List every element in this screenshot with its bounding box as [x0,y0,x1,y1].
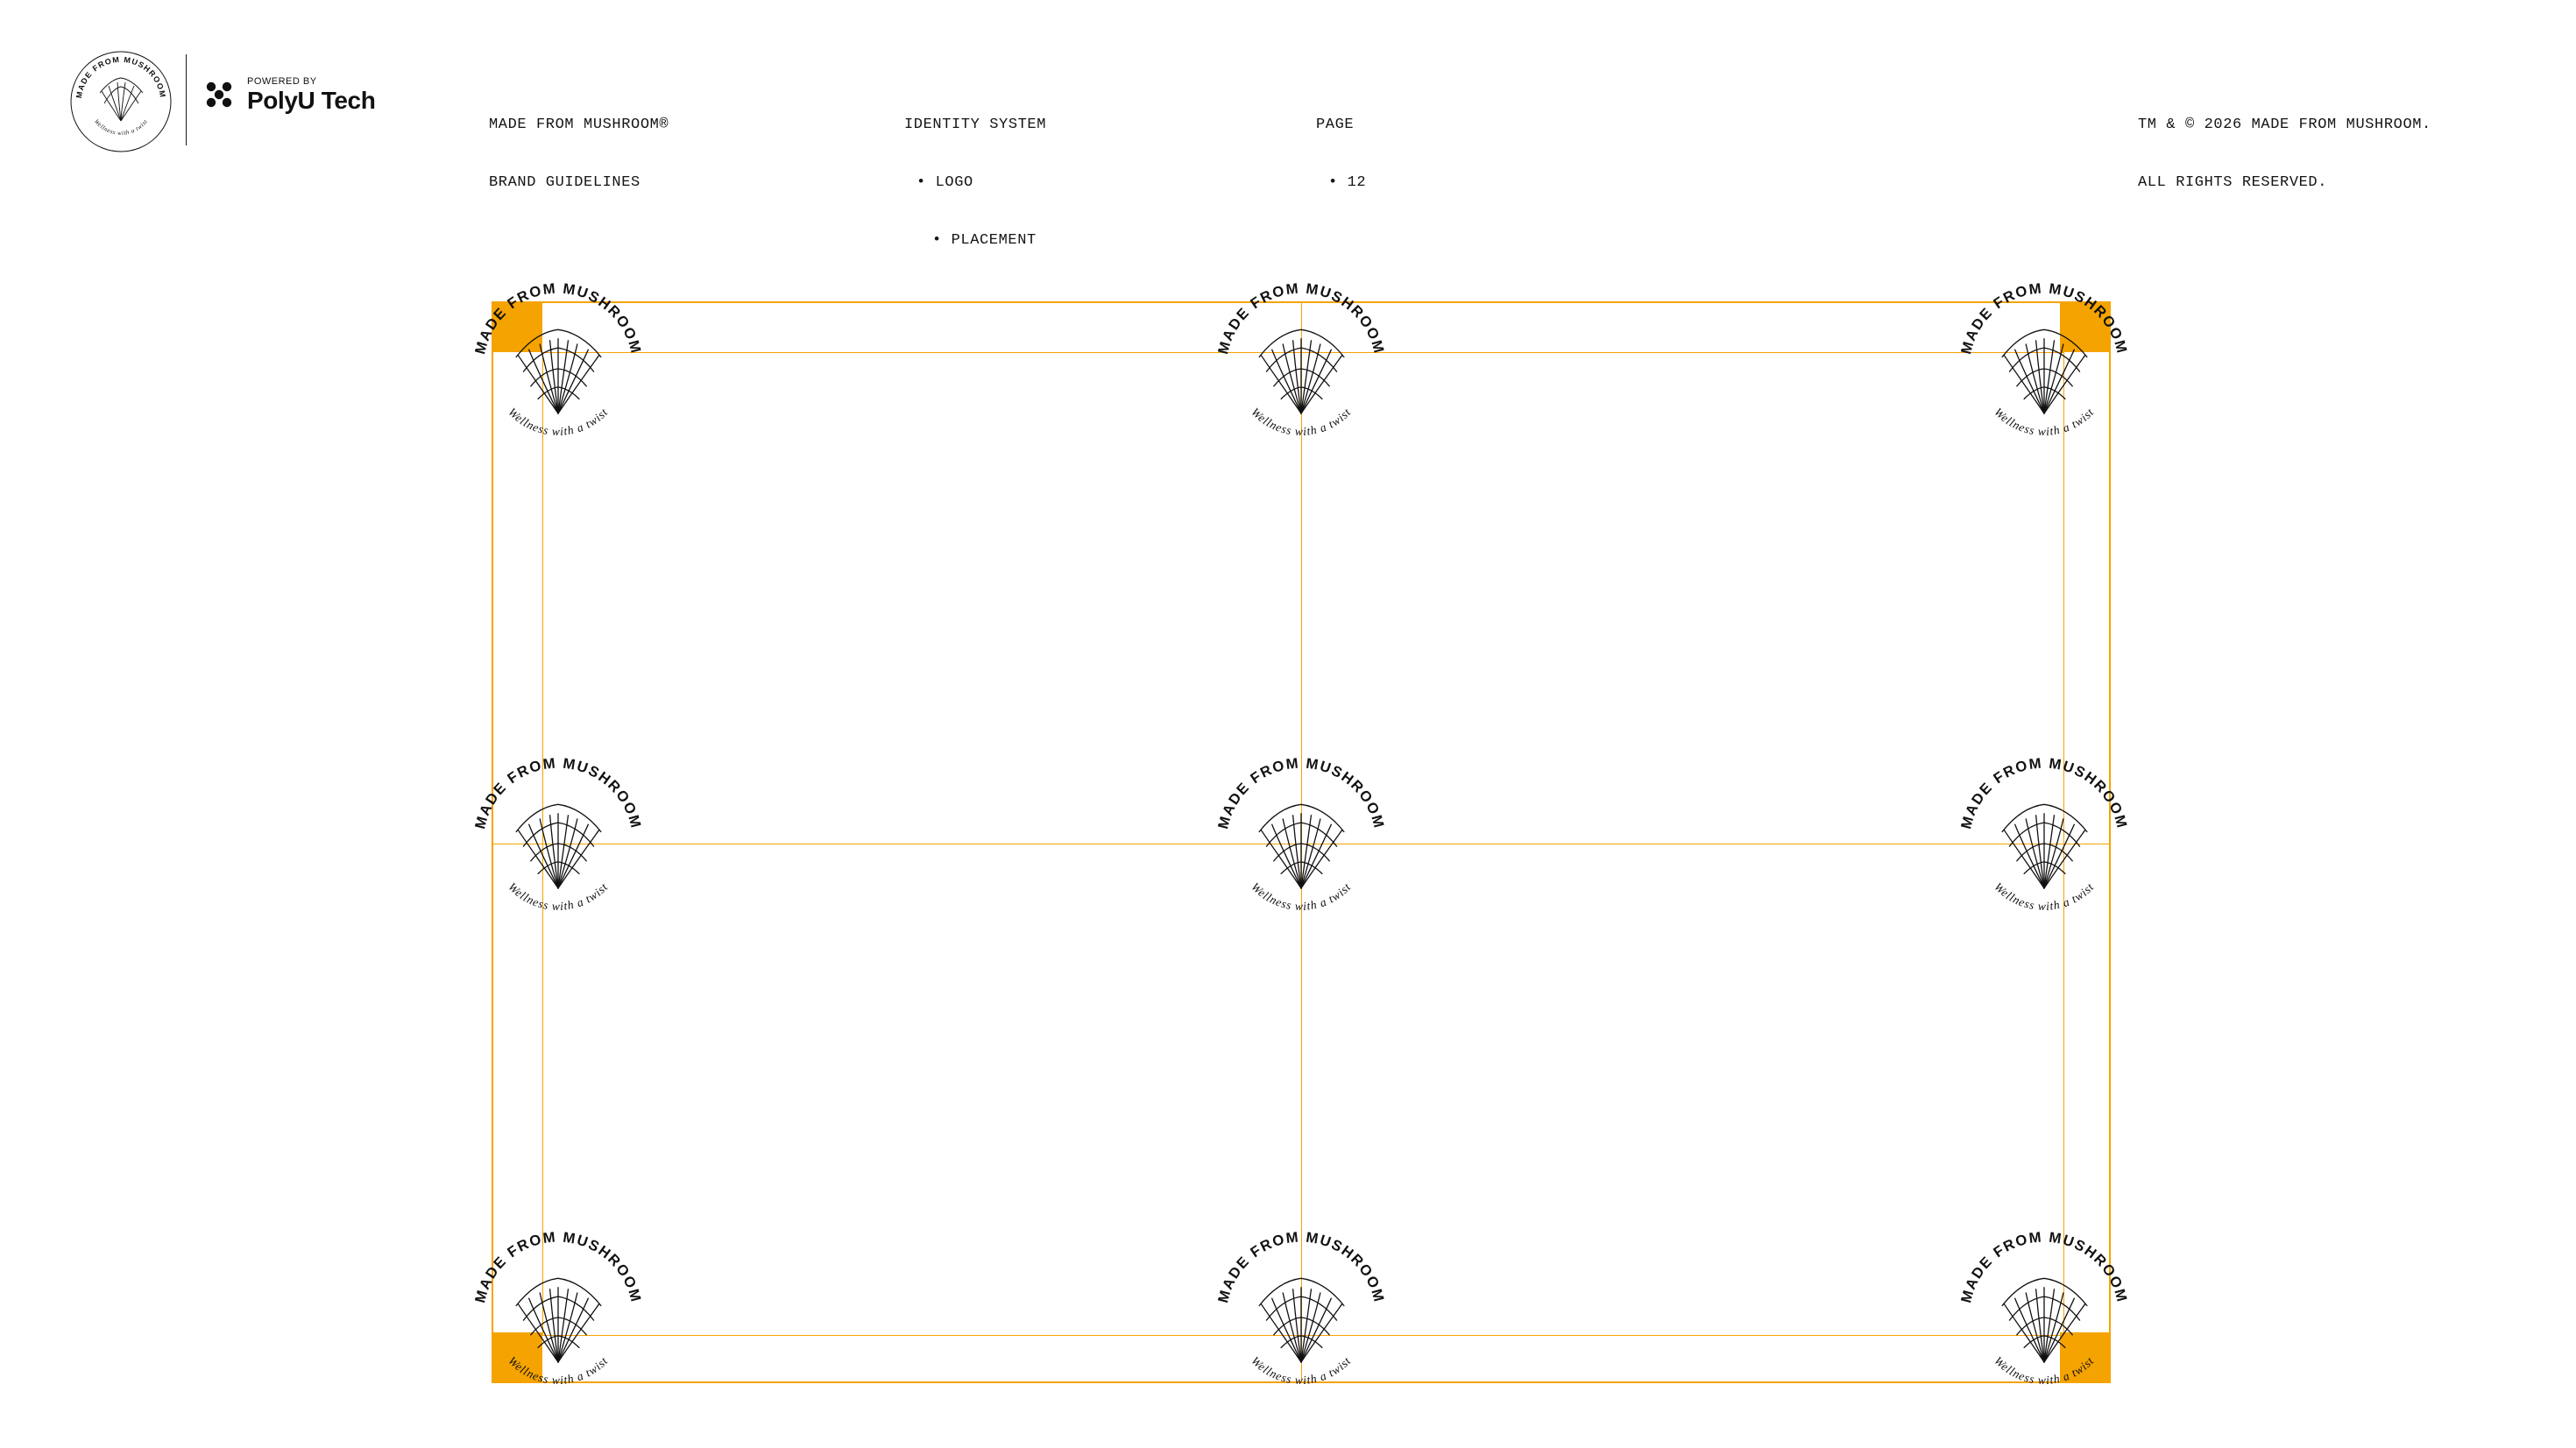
logo-placement-artboard [471,279,2132,1388]
svg-text:MADE FROM MUSHROOM: MADE FROM MUSHROOM [1214,279,1388,357]
header-page-number: • 12 [1328,174,1367,191]
header-section-title: IDENTITY SYSTEM [904,117,1047,133]
svg-text:Wellness with a twist: Wellness with a twist [1992,1353,2098,1388]
made-from-mushroom-seal-icon [68,49,173,154]
header-copyright-column [2138,77,2431,231]
svg-text:Wellness with a twist: Wellness with a twist [92,117,150,138]
svg-text:Wellness with a twist: Wellness with a twist [1992,405,2098,438]
svg-text:MADE FROM MUSHROOM: MADE FROM MUSHROOM [1957,753,2132,830]
logo-top-left [467,277,649,459]
logo-middle-center [1210,752,1392,934]
logo-top-center [1210,277,1392,459]
logo-middle-left [467,752,649,934]
svg-text:Wellness with a twist: Wellness with a twist [505,1353,611,1388]
logo-middle-right [1953,752,2135,934]
svg-text:Wellness with a twist: Wellness with a twist [1249,405,1354,438]
svg-text:Wellness with a twist: Wellness with a twist [1249,1353,1354,1388]
logo-bottom-center [1210,1226,1392,1408]
polyu-powered-by-label: POWERED BY [247,75,317,87]
svg-text:Wellness with a twist: Wellness with a twist [505,879,611,913]
page-header [0,0,2576,249]
svg-text:MADE FROM MUSHROOM: MADE FROM MUSHROOM [1957,279,2132,357]
svg-text:MADE FROM MUSHROOM: MADE FROM MUSHROOM [1957,1228,2132,1305]
header-copyright-line2: ALL RIGHTS RESERVED. [2138,174,2328,191]
svg-text:Wellness with a twist: Wellness with a twist [1992,879,2098,913]
svg-text:MADE FROM MUSHROOM: MADE FROM MUSHROOM [1214,1228,1388,1305]
svg-text:MADE FROM MUSHROOM: MADE FROM MUSHROOM [471,1228,645,1305]
header-brand-line1: MADE FROM MUSHROOM® [489,117,669,133]
header-brand-line2: BRAND GUIDELINES [489,174,640,191]
logo-bottom-right [1953,1226,2135,1408]
svg-text:Wellness with a twist: Wellness with a twist [505,405,611,438]
header-divider [186,54,187,145]
logo-bottom-left [467,1226,649,1408]
polyu-name-label: PolyU Tech [247,87,376,115]
svg-text:MADE FROM MUSHROOM: MADE FROM MUSHROOM [1214,753,1388,830]
svg-text:MADE FROM MUSHROOM: MADE FROM MUSHROOM [471,753,645,830]
header-section-item-logo: • LOGO [916,174,973,191]
header-brand-column [489,77,669,231]
svg-text:Wellness with a twist: Wellness with a twist [1249,879,1354,913]
header-page-column [1316,77,1366,231]
polyu-tech-logo-icon [200,75,375,114]
header-page-label: PAGE [1316,117,1355,133]
header-section-column [904,77,1046,289]
logo-top-right [1953,277,2135,459]
header-section-item-placement: • PLACEMENT [932,232,1037,249]
svg-text:MADE FROM MUSHROOM: MADE FROM MUSHROOM [74,54,167,99]
header-copyright-line1: TM & © 2026 MADE FROM MUSHROOM. [2138,117,2431,133]
svg-text:MADE FROM MUSHROOM: MADE FROM MUSHROOM [471,279,645,357]
